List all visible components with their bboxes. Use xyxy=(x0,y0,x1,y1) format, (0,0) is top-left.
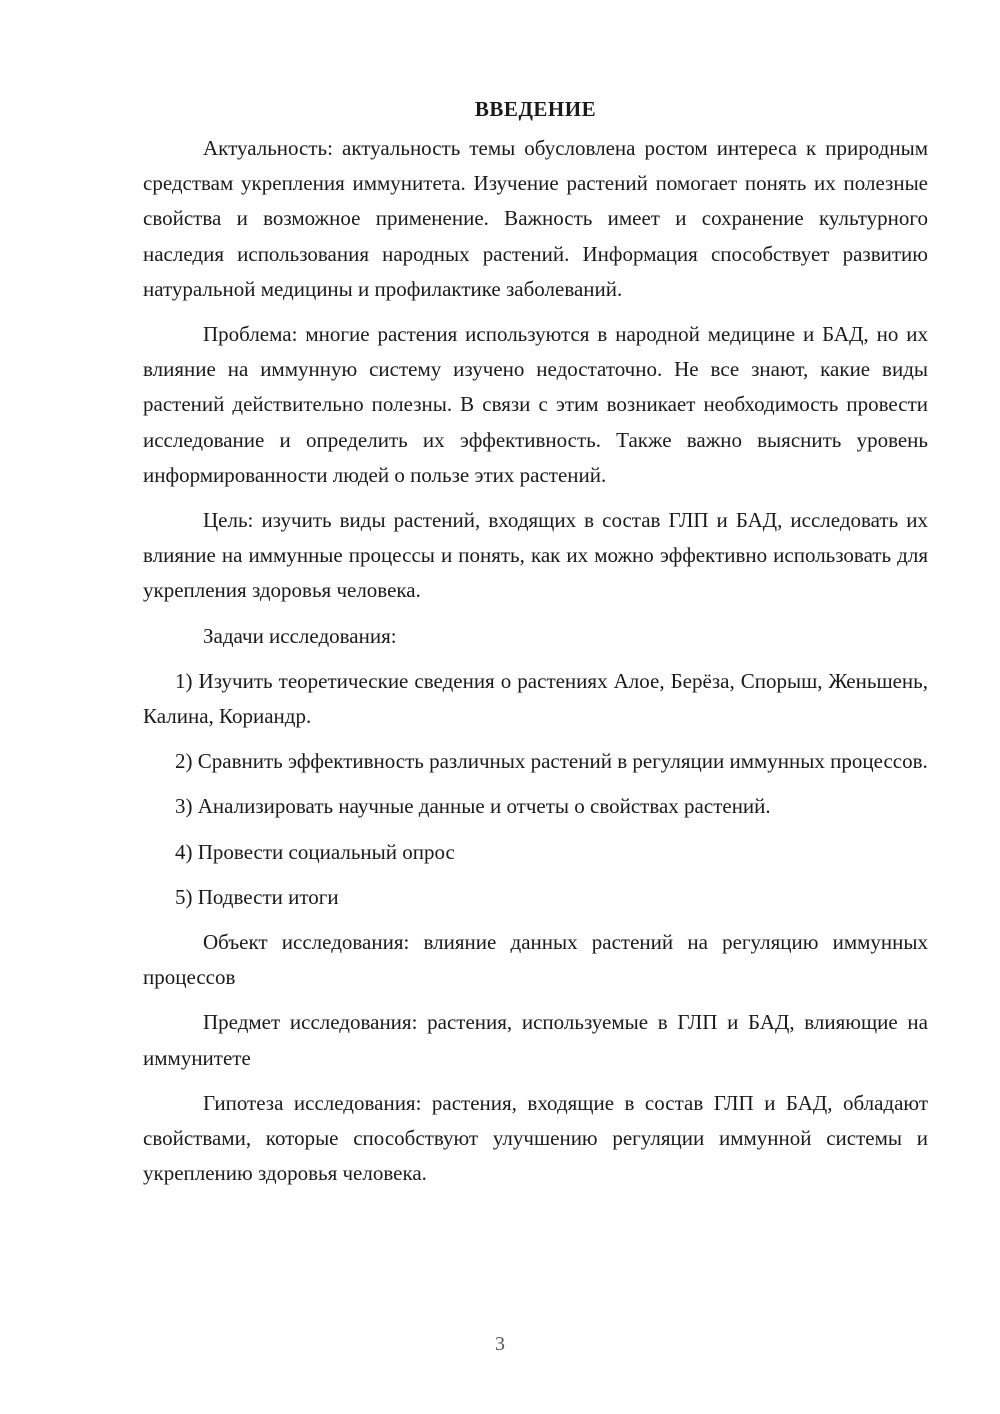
subject-paragraph: Предмет исследования: растения, используемые в ГЛП и БАД, влияющие на иммунитете xyxy=(143,1010,928,1070)
task-item: 4) Провести социальный опрос xyxy=(175,839,455,864)
page-number: 3 xyxy=(495,1333,505,1355)
task-item: 2) Сравнить эффективность различных растений в регуляции иммунных процессов. xyxy=(175,749,928,774)
tasks-title: Задачи исследования: xyxy=(203,623,397,648)
problem-paragraph: Проблема: многие растения используются в народной медицине и БАД, но их влияние на иммунную систему изучено недостаточно. Не все знают, какие виды растений действительно полезны. В связи с этим возникает необходимость провести исследование и определить их эффективность. Также важно выяснить уровень информированности людей о пользе этих растений. xyxy=(143,322,928,487)
task-item: 3) Анализировать научные данные и отчеты о свойствах растений. xyxy=(175,794,771,819)
relevance-paragraph: Актуальность: актуальность темы обусловлена ростом интереса к природным средствам укрепления иммунитета. Изучение растений помогает понять их полезные свойства и возможное применение. Важность имеет и сохранение культурного наследия использования народных растений. Информация способствует развитию натуральной медицины и профилактике заболеваний. xyxy=(143,136,928,301)
document-page xyxy=(143,92,928,1201)
hypothesis-paragraph: Гипотеза исследования: растения, входящие в состав ГЛП и БАД, обладают свойствами, которые способствуют улучшению регуляции иммунной системы и укреплению здоровья человека. xyxy=(143,1090,928,1186)
object-paragraph: Объект исследования: влияние данных растений на регуляцию иммунных процессов xyxy=(143,930,928,990)
task-item: 5) Подвести итоги xyxy=(175,884,339,909)
goal-paragraph: Цель: изучить виды растений, входящих в состав ГЛП и БАД, исследовать их влияние на иммунные процессы и понять, как их можно эффективно использовать для укрепления здоровья человека. xyxy=(143,508,928,603)
page-title: ВВЕДЕНИЕ xyxy=(474,97,597,121)
task-item: 1) Изучить теоретические сведения о растениях Алое, Берёза, Спорыш, Женьшень, Калина, Кориандр. xyxy=(143,668,928,729)
